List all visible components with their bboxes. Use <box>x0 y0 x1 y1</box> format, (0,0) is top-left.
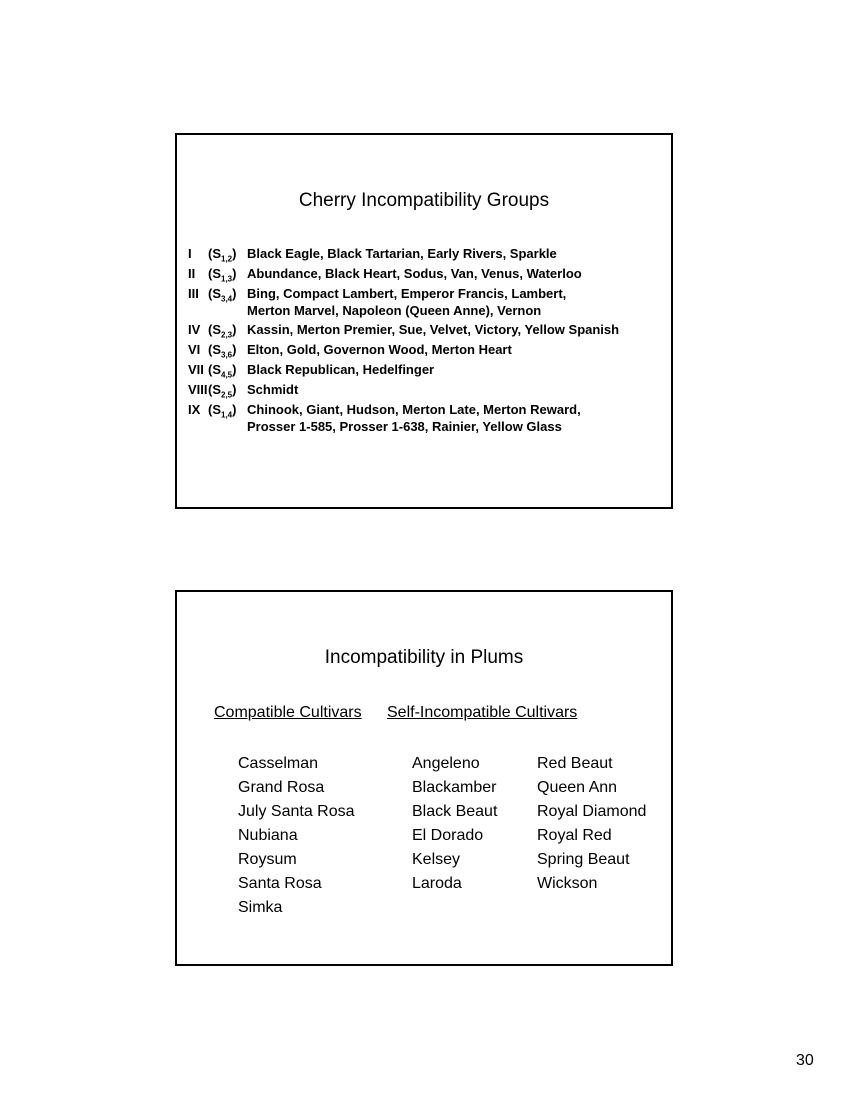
self-incompatible-cultivar-list <box>412 752 497 896</box>
slide-plum-incompatibility <box>175 590 673 966</box>
compatible-cultivar-list <box>238 752 355 920</box>
group-row <box>188 381 668 398</box>
cultivar-list: Elton, Gold, Governon Wood, Merton Heart <box>247 342 512 357</box>
s-allele-label: $(S_{2,5})$ <box>208 382 237 400</box>
list-item: Queen Ann <box>537 779 618 796</box>
compatible-cultivars-header: Compatible Cultivars <box>214 704 362 721</box>
group-row <box>188 361 668 378</box>
cultivar-list: Schmidt <box>247 382 299 397</box>
list-item: Black Beaut <box>412 803 498 820</box>
s-allele-label: $(S_{1,3})$ <box>208 266 237 284</box>
cultivar-list: Chinook, Giant, Hudson, Merton Late, Merton Reward, Prosser 1-585, Prosser 1-638, Rainier, Yellow Glass <box>247 402 581 434</box>
cultivar-list: Bing, Compact Lambert, Emperor Francis, Lambert, Merton Marvel, Napoleon (Queen Anne), Vernon <box>247 286 567 318</box>
group-number: II <box>188 266 196 281</box>
list-item: Grand Rosa <box>238 779 325 796</box>
slide-title: Cherry Incompatibility Groups <box>298 190 550 211</box>
cultivar-list: Black Eagle, Black Tartarian, Early Rivers, Sparkle <box>247 246 557 261</box>
list-item: El Dorado <box>412 827 484 844</box>
list-item: Roysum <box>238 851 297 868</box>
s-allele-label: $(S_{2,3})$ <box>208 322 237 340</box>
group-row <box>188 265 668 282</box>
s-allele-label: $(S_{4,5})$ <box>208 362 237 380</box>
slide-title: Incompatibility in Plums <box>324 647 524 668</box>
cultivar-list: Black Republican, Hedelfinger <box>247 362 435 377</box>
group-row <box>188 401 668 435</box>
page-number: 30 <box>796 1052 814 1069</box>
list-item: Laroda <box>412 875 462 892</box>
s-allele-label: $(S_{1,2})$ <box>208 246 237 264</box>
group-number: I <box>188 246 192 261</box>
list-item: Wickson <box>537 875 598 892</box>
group-number: III <box>188 286 199 301</box>
cultivar-list: Kassin, Merton Premier, Sue, Velvet, Victory, Yellow Spanish <box>247 322 620 337</box>
incompatibility-group-list <box>188 245 668 437</box>
group-number: IV <box>188 322 201 337</box>
list-item: Royal Diamond <box>537 803 647 820</box>
list-item: Nubiana <box>238 827 298 844</box>
list-item: Kelsey <box>412 851 461 868</box>
self-incompatible-cultivars-header: Self-Incompatible Cultivars <box>387 704 578 721</box>
group-number: VI <box>188 342 201 357</box>
s-allele-label: $(S_{3,6})$ <box>208 342 237 360</box>
list-item: Spring Beaut <box>537 851 630 868</box>
group-number: VIII <box>188 382 208 397</box>
group-row <box>188 341 668 358</box>
s-allele-label: $(S_{1,4})$ <box>208 402 237 420</box>
list-item: Simka <box>238 899 283 916</box>
list-item: Blackamber <box>412 779 497 796</box>
list-item: July Santa Rosa <box>238 803 355 820</box>
list-item: Casselman <box>238 755 319 772</box>
group-row <box>188 245 668 262</box>
s-allele-label: $(S_{3,4})$ <box>208 286 237 304</box>
group-number: VII <box>188 362 204 377</box>
list-item: Angeleno <box>412 755 480 772</box>
self-incompatible-cultivar-list <box>537 752 646 896</box>
cultivar-list: Abundance, Black Heart, Sodus, Van, Venus, Waterloo <box>247 266 582 281</box>
group-number: IX <box>188 402 201 417</box>
group-row <box>188 321 668 338</box>
slide-cherry-groups <box>175 133 673 509</box>
list-item: Santa Rosa <box>238 875 322 892</box>
list-item: Royal Red <box>537 827 612 844</box>
group-row <box>188 285 668 319</box>
list-item: Red Beaut <box>537 755 613 772</box>
